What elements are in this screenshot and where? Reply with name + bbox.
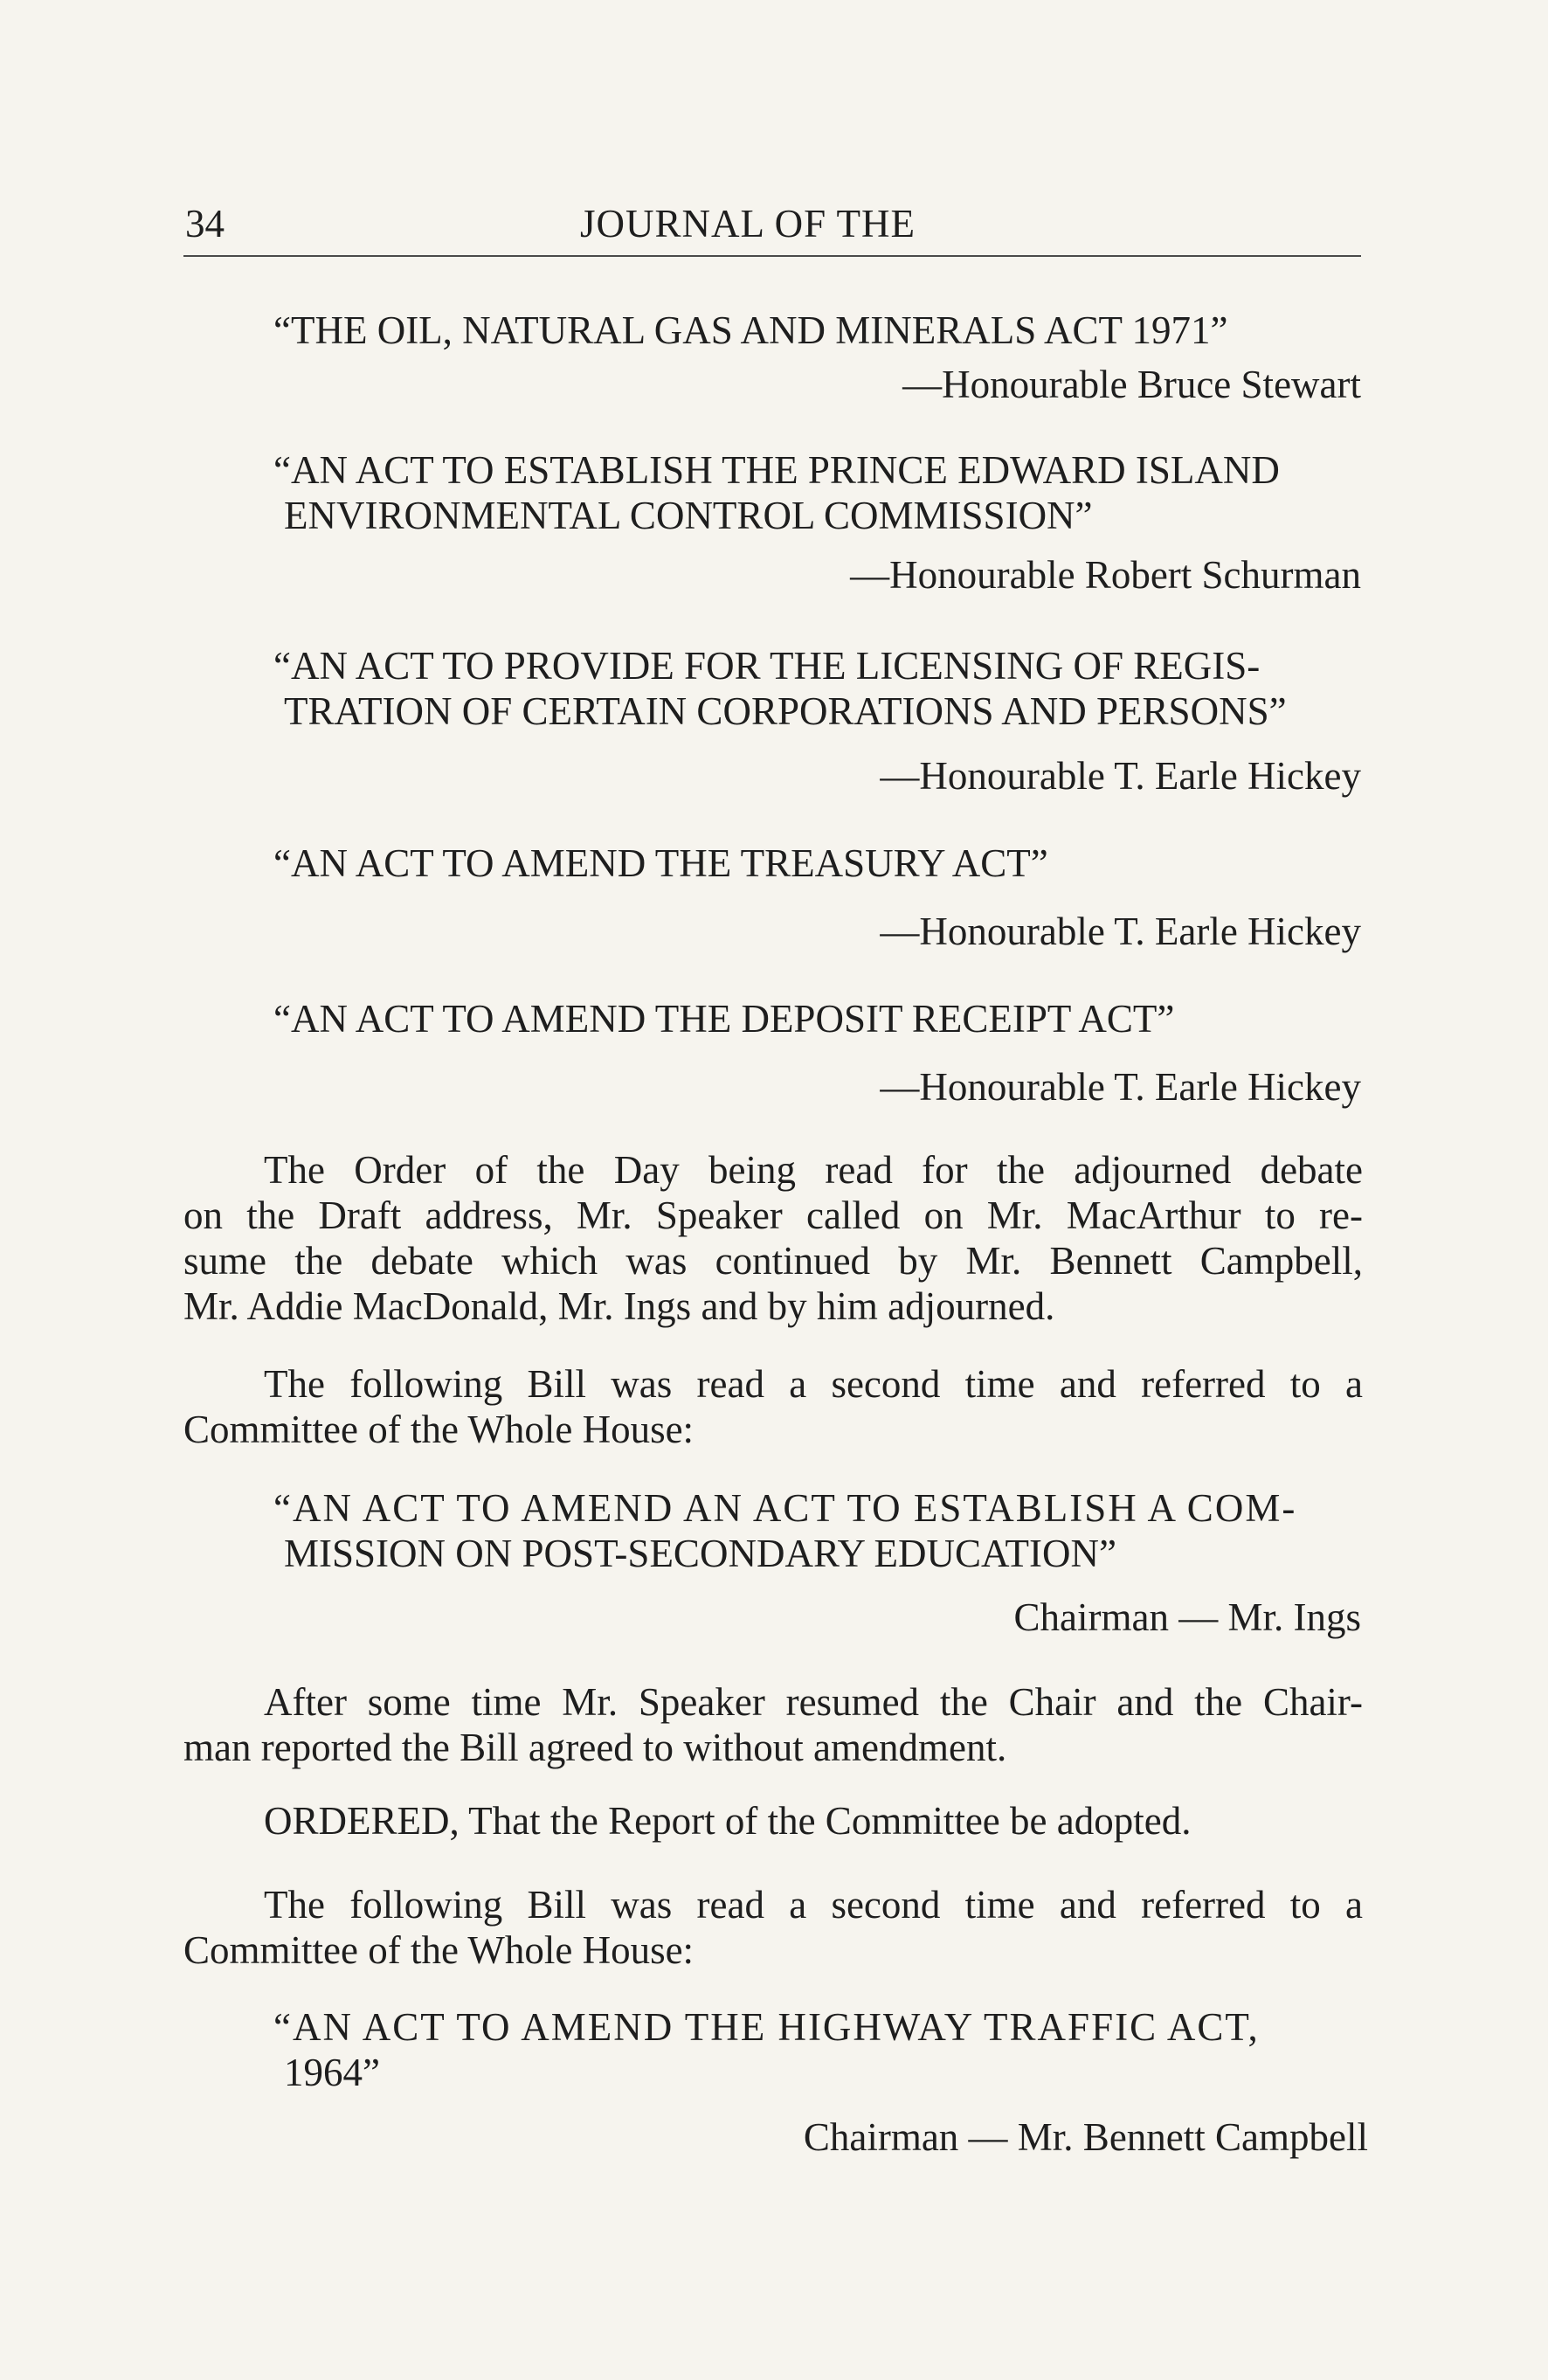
paragraph-line: on the Draft address, Mr. Speaker called on Mr. MacArthur to re-: [183, 1193, 1363, 1237]
bill-sponsor: —Honourable Robert Schurman: [850, 553, 1361, 597]
bill-title-line: “AN ACT TO AMEND THE HIGHWAY TRAFFIC ACT,: [273, 2005, 1260, 2049]
paragraph-line: Committee of the Whole House:: [183, 1408, 695, 1451]
bill-title: [273, 643, 1367, 734]
second-reading-paragraph: [183, 1882, 1363, 1973]
paragraph-line: The Order of the Day being read for the adjourned debate: [264, 1148, 1363, 1192]
page-number: 34: [185, 202, 225, 246]
bill-title: [273, 308, 1367, 353]
paragraph-line: The following Bill was read a second time and referred to a: [264, 1362, 1363, 1406]
bill-sponsor: —Honourable T. Earle Hickey: [880, 910, 1361, 953]
bill-title: [273, 2004, 1360, 2095]
bill-title: [273, 841, 1367, 886]
committee-chairman: Chairman — Mr. Bennett Campbell: [803, 2115, 1368, 2159]
bill-sponsor: —Honourable T. Earle Hickey: [880, 754, 1361, 798]
bill-sponsor: —Honourable T. Earle Hickey: [880, 1065, 1361, 1109]
paragraph-line: sume the debate which was continued by Mr. Bennett Campbell,: [183, 1239, 1363, 1283]
bill-title: [273, 996, 1367, 1041]
after-time-paragraph: [183, 1679, 1363, 1770]
ordered-paragraph: ORDERED, That the Report of the Committee be adopted.: [264, 1799, 1192, 1843]
bill-title-line: TRATION OF CERTAIN CORPORATIONS AND PERSONS”: [284, 689, 1287, 733]
paragraph-line: The following Bill was read a second time and referred to a: [264, 1883, 1363, 1927]
paragraph-line: After some time Mr. Speaker resumed the Chair and the Chair-: [264, 1680, 1363, 1724]
header-rule: [183, 255, 1361, 257]
paragraph-line: Committee of the Whole House:: [183, 1928, 695, 1972]
paragraph-line: Mr. Addie MacDonald, Mr. Ings and by him adjourned.: [183, 1284, 1055, 1328]
bill-title-line: 1964”: [284, 2051, 380, 2094]
paragraph-line: man reported the Bill agreed to without amendment.: [183, 1726, 1007, 1769]
bill-title-line: ENVIRONMENTAL CONTROL COMMISSION”: [284, 494, 1093, 537]
bill-title: [273, 1485, 1367, 1576]
bill-title-line: “AN ACT TO AMEND AN ACT TO ESTABLISH A COM-: [273, 1486, 1297, 1530]
committee-chairman: Chairman — Mr. Ings: [1013, 1595, 1361, 1639]
bill-sponsor: —Honourable Bruce Stewart: [902, 363, 1361, 406]
bill-title-line: “AN ACT TO AMEND THE TREASURY ACT”: [273, 841, 1048, 885]
bill-title: [273, 447, 1367, 538]
bill-title-line: “AN ACT TO PROVIDE FOR THE LICENSING OF REGIS-: [273, 644, 1261, 688]
bill-title-line: “THE OIL, NATURAL GAS AND MINERALS ACT 1971”: [273, 308, 1228, 352]
bill-title-line: MISSION ON POST-SECONDARY EDUCATION”: [284, 1532, 1116, 1575]
second-reading-paragraph: [183, 1361, 1363, 1452]
bill-title-line: “AN ACT TO AMEND THE DEPOSIT RECEIPT ACT”: [273, 997, 1175, 1041]
bill-title-line: “AN ACT TO ESTABLISH THE PRINCE EDWARD ISLAND: [273, 448, 1280, 492]
order-of-day-paragraph: [183, 1147, 1363, 1329]
running-header: JOURNAL OF THE: [580, 202, 916, 246]
